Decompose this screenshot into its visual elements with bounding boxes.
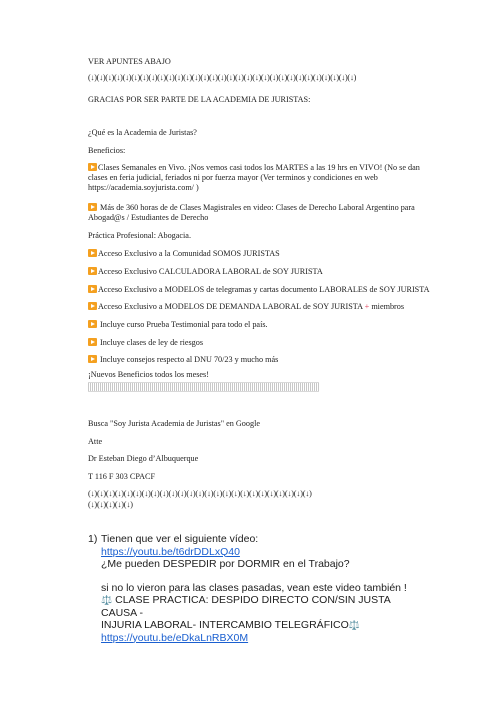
tomo-folio: T 116 F 303 CPACF bbox=[88, 472, 156, 481]
previous-class-note: si no lo vieron para las clases pasadas, vean este video también ! bbox=[101, 581, 407, 594]
academia-question: ¿Qué es la Academia de Juristas? bbox=[88, 128, 197, 137]
signature-name: Dr Esteban Diego d’Albuquerque bbox=[88, 454, 199, 463]
scale-icon: ⚖️ bbox=[101, 595, 113, 605]
atte-text: Atte bbox=[88, 437, 103, 446]
video-link-2[interactable]: https://youtu.be/eDkaLnRBX0M bbox=[101, 631, 249, 644]
list-number: 1) bbox=[88, 533, 98, 545]
scale-icon: ⚖️ bbox=[348, 620, 360, 630]
benefit-practica: Práctica Profesional: Abogacia. bbox=[88, 231, 191, 240]
benefit-modelos-telegramas: Acceso Exclusivo a MODELOS de telegramas y cartas documento LABORALES de SOY JURISTA bbox=[88, 285, 418, 295]
play-icon bbox=[88, 203, 97, 211]
arrows-row-footer-2: (↓)(↓)(↓)(↓)(↓) bbox=[88, 500, 133, 509]
benefit-clases-vivo-line2: clases en feria judicial, feriados ni por fuerza mayor (Ver terminos y condiciones en web bbox=[88, 173, 378, 182]
benefit-clases-vivo-line3: https://academia.soyjurista.com/ ) bbox=[88, 183, 199, 192]
video-intro: Tienen que ver el siguiente vídeo: bbox=[101, 533, 259, 545]
benefit-clases-magistrales-line2: Abogad@s / Estudiantes de Derecho bbox=[88, 213, 209, 222]
busca-text: Busca "Soy Jurista Academia de Juristas" en Google bbox=[88, 419, 260, 428]
list-item-video bbox=[101, 533, 421, 644]
clase-practica-title: CLASE PRACTICA: DESPIDO DIRECTO CON/SIN JUSTA CAUSA - bbox=[101, 594, 391, 619]
plus-sign: + bbox=[364, 302, 370, 311]
play-icon bbox=[88, 267, 97, 275]
benefit-ley-riesgos: Incluye clases de ley de riesgos bbox=[88, 338, 418, 348]
benefit-comunidad: Acceso Exclusivo a la Comunidad SOMOS JURISTAS bbox=[88, 249, 418, 259]
play-icon bbox=[88, 163, 97, 171]
nuevos-beneficios: ¡Nuevos Beneficios todos los meses! bbox=[88, 370, 209, 379]
play-icon bbox=[88, 249, 97, 257]
benefit-prueba-testimonial: Incluye curso Prueba Testimonial para todo el país. bbox=[88, 320, 418, 330]
benefit-clases-magistrales: Más de 360 horas de de Clases Magistrales en video: Clases de Derecho Laboral Argentino para bbox=[88, 203, 418, 213]
benefit-clases-vivo: Clases Semanales en Vivo. ¡Nos vemos casi todos los MARTES a las 19 hrs en VIVO! (No se dan bbox=[88, 163, 418, 173]
arrows-row-footer: (↓)(↓)(↓)(↓)(↓)(↓)(↓)(↓)(↓)(↓)(↓)(↓)(↓)(↓)(↓)(↓)(↓)(↓)(↓)(↓)(↓)(↓)(↓)(↓)(↓) bbox=[88, 489, 312, 498]
ver-apuntes-heading: VER APUNTES ABAJO bbox=[88, 57, 171, 66]
video-title-1: ¿Me pueden DESPEDIR por DORMIR en el Trabajo? bbox=[101, 558, 350, 570]
benefit-calculadora: Acceso Exclusivo CALCULADORA LABORAL de SOY JURISTA bbox=[88, 267, 418, 277]
arrows-row: (↓)(↓)(↓)(↓)(↓)(↓)(↓)(↓)(↓)(↓)(↓)(↓)(↓)(↓)(↓)(↓)(↓)(↓)(↓)(↓)(↓)(↓)(↓)(↓)(↓)(↓)(↓)(↓)(↓)(↓)(↓) bbox=[88, 73, 357, 82]
beneficios-label: Beneficios: bbox=[88, 146, 126, 155]
play-icon bbox=[88, 302, 97, 310]
benefit-dnu: Incluye consejos respecto al DNU 70/23 y mucho más bbox=[88, 355, 418, 365]
play-icon bbox=[88, 355, 97, 363]
video-link-1[interactable]: https://youtu.be/t6drDDLxQ40 bbox=[101, 545, 240, 558]
benefit-modelos-demanda: Acceso Exclusivo a MODELOS DE DEMANDA LABORAL de SOY JURISTA + miembros bbox=[88, 302, 418, 312]
decorative-separator bbox=[88, 382, 319, 392]
clase-practica-title-line2: INJURIA LABORAL- INTERCAMBIO TELEGRÁFICO bbox=[101, 619, 349, 631]
play-icon bbox=[88, 338, 97, 346]
play-icon bbox=[88, 320, 97, 328]
play-icon bbox=[88, 285, 97, 293]
gracias-text: GRACIAS POR SER PARTE DE LA ACADEMIA DE JURISTAS: bbox=[88, 95, 311, 104]
